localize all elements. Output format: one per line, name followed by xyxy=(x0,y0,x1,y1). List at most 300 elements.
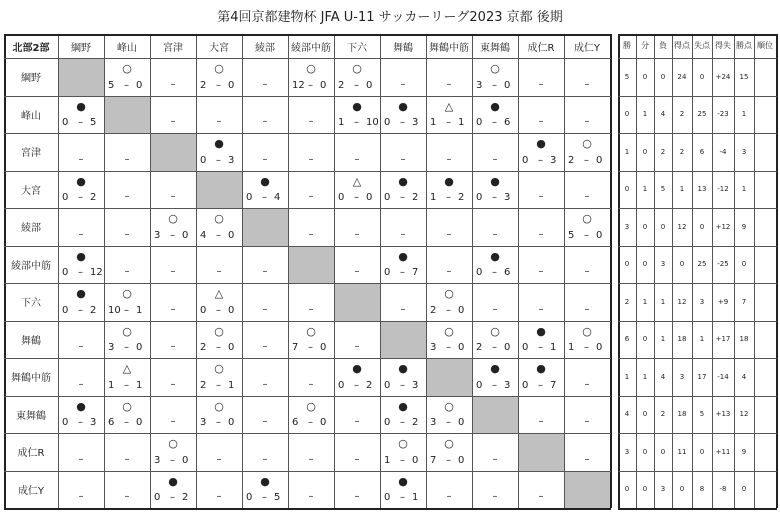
stat-value: 2 xyxy=(679,147,685,156)
score-sep: – xyxy=(170,454,175,466)
score-right: 1 xyxy=(412,492,419,504)
match-empty: – xyxy=(216,453,222,465)
match-empty: – xyxy=(584,453,590,465)
result-mark: ○ xyxy=(352,62,362,75)
match-empty: – xyxy=(492,153,498,165)
match-empty: – xyxy=(216,266,222,278)
match-empty: – xyxy=(538,266,544,278)
grid-line xyxy=(618,96,777,97)
stat-value: -8 xyxy=(719,485,727,494)
result-mark: ● xyxy=(398,474,408,488)
score-left: 0 xyxy=(476,379,483,391)
grid-line xyxy=(618,58,777,59)
stat-value: 0 xyxy=(642,410,648,419)
stat-value: 0 xyxy=(624,485,630,494)
score-sep: – xyxy=(492,379,497,391)
result-mark: ● xyxy=(76,399,86,413)
stat-value: 4 xyxy=(660,110,666,119)
stat-value: 0 xyxy=(642,485,648,494)
match-empty: – xyxy=(538,228,544,240)
stat-value: 0 xyxy=(660,72,666,81)
result-mark: ○ xyxy=(122,399,132,413)
match-empty: – xyxy=(262,416,268,428)
row-header-team: 大宮 xyxy=(21,185,41,197)
score-right: 0 xyxy=(504,79,511,91)
score-sep: – xyxy=(124,417,129,429)
result-mark: ● xyxy=(398,249,408,263)
result-mark: ● xyxy=(536,324,546,338)
match-empty: – xyxy=(538,116,544,128)
stat-value: +11 xyxy=(715,447,731,456)
result-mark: ● xyxy=(536,137,546,150)
score-sep: – xyxy=(308,417,313,429)
score-left: 1 xyxy=(108,379,115,391)
stat-value: -12 xyxy=(717,185,729,194)
score-left: 0 xyxy=(62,417,69,429)
stat-value: 0 xyxy=(679,485,685,494)
score-left: 4 xyxy=(200,229,207,241)
score-left: 0 xyxy=(62,304,69,316)
score-right: 6 xyxy=(504,117,511,129)
stat-value: 1 xyxy=(642,185,648,194)
stat-header: 得失 xyxy=(715,41,731,50)
match-empty: – xyxy=(354,416,360,428)
diagonal-cell xyxy=(105,97,150,134)
score-left: 1 xyxy=(430,192,437,204)
match-empty: – xyxy=(538,491,544,503)
result-mark: ● xyxy=(490,362,500,375)
score-left: 2 xyxy=(568,154,575,166)
score-left: 12 xyxy=(292,79,305,91)
score-left: 0 xyxy=(200,304,207,316)
diagonal-cell xyxy=(335,284,380,321)
match-empty: – xyxy=(170,303,176,315)
row-header-team: 綾部 xyxy=(21,223,41,235)
stat-value: 13 xyxy=(697,185,707,194)
grid-line xyxy=(4,283,611,284)
score-sep: – xyxy=(354,117,359,129)
stat-value: 2 xyxy=(679,110,685,119)
score-sep: – xyxy=(446,454,451,466)
score-left: 1 xyxy=(568,342,575,354)
match-empty: – xyxy=(78,378,84,390)
result-mark: ○ xyxy=(122,62,132,75)
score-left: 2 xyxy=(476,342,483,354)
grid-line xyxy=(426,34,427,508)
score-sep: – xyxy=(216,79,221,91)
match-empty: – xyxy=(170,341,176,353)
stat-value: 7 xyxy=(741,297,747,306)
score-sep: – xyxy=(354,192,359,204)
score-left: 3 xyxy=(476,79,483,91)
match-empty: – xyxy=(400,228,406,240)
stat-value: 6 xyxy=(624,335,630,344)
stat-value: 1 xyxy=(660,335,666,344)
match-empty: – xyxy=(354,341,360,353)
stat-value: 1 xyxy=(679,185,685,194)
corner-label: 北部2部 xyxy=(12,42,50,54)
stat-value: 3 xyxy=(699,297,705,306)
diagonal-cell xyxy=(427,359,472,396)
score-sep: – xyxy=(124,304,129,316)
match-empty: – xyxy=(170,116,176,128)
score-left: 0 xyxy=(522,379,529,391)
score-right: 2 xyxy=(366,379,373,391)
match-empty: – xyxy=(124,228,130,240)
result-mark: ○ xyxy=(444,324,454,338)
grid-line xyxy=(618,171,777,172)
score-right: 0 xyxy=(320,342,327,354)
match-empty: – xyxy=(446,153,452,165)
score-left: 7 xyxy=(430,454,437,466)
grid-line xyxy=(4,358,611,359)
score-sep: – xyxy=(492,192,497,204)
score-sep: – xyxy=(400,417,405,429)
diagonal-cell xyxy=(197,172,242,209)
page-title: 第4回京都建物杯 JFA U-11 サッカーリーグ2023 京都 後期 xyxy=(217,10,563,25)
stat-value: +24 xyxy=(715,72,731,81)
match-empty: – xyxy=(400,303,406,315)
score-right: 3 xyxy=(550,154,557,166)
score-right: 0 xyxy=(366,192,373,204)
score-right: 0 xyxy=(596,342,603,354)
diagonal-cell xyxy=(381,322,426,359)
match-empty: – xyxy=(262,303,268,315)
score-sep: – xyxy=(584,342,589,354)
score-right: 2 xyxy=(90,304,97,316)
row-header-team: 成仁Y xyxy=(17,485,45,497)
score-left: 0 xyxy=(522,342,529,354)
grid-line xyxy=(4,171,611,172)
score-right: 10 xyxy=(366,117,379,129)
score-left: 2 xyxy=(200,342,207,354)
stat-value: 1 xyxy=(741,110,747,119)
stat-value: 17 xyxy=(697,372,707,381)
stat-value: 6 xyxy=(699,147,705,156)
score-left: 6 xyxy=(292,417,299,429)
stat-value: 0 xyxy=(642,447,648,456)
match-empty: – xyxy=(262,378,268,390)
result-mark: ● xyxy=(168,474,178,488)
stat-value: 8 xyxy=(699,485,705,494)
result-mark: △ xyxy=(444,99,454,113)
score-sep: – xyxy=(492,342,497,354)
result-mark: ● xyxy=(76,174,86,188)
result-mark: ● xyxy=(398,362,408,375)
score-right: 3 xyxy=(412,379,419,391)
score-sep: – xyxy=(584,154,589,166)
column-header-team: 成仁Y xyxy=(573,42,601,54)
score-right: 0 xyxy=(320,417,327,429)
score-left: 0 xyxy=(246,492,253,504)
stat-value: 1 xyxy=(624,147,630,156)
match-empty: – xyxy=(308,378,314,390)
grid-line xyxy=(58,34,59,508)
stat-header: 順位 xyxy=(757,41,773,50)
match-empty: – xyxy=(354,453,360,465)
grid-line xyxy=(618,133,777,134)
score-right: 2 xyxy=(182,492,189,504)
column-header-team: 宮津 xyxy=(163,42,183,54)
score-left: 3 xyxy=(154,229,161,241)
score-sep: – xyxy=(492,117,497,129)
score-right: 0 xyxy=(136,417,143,429)
result-mark: ● xyxy=(214,137,224,150)
stat-value: 1 xyxy=(624,372,630,381)
grid-line xyxy=(618,358,777,359)
match-empty: – xyxy=(124,191,130,203)
score-left: 2 xyxy=(430,304,437,316)
grid-line xyxy=(610,34,612,508)
grid-line xyxy=(618,283,777,284)
match-empty: – xyxy=(170,378,176,390)
score-right: 0 xyxy=(320,79,327,91)
stat-value: 0 xyxy=(642,147,648,156)
row-header-team: 舞鶴中筋 xyxy=(11,373,51,385)
grid-line xyxy=(618,34,777,36)
score-right: 2 xyxy=(412,417,419,429)
score-sep: – xyxy=(446,117,451,129)
result-mark: ● xyxy=(398,174,408,188)
match-empty: – xyxy=(308,116,314,128)
stat-value: 11 xyxy=(677,447,687,456)
result-mark: ○ xyxy=(490,62,500,75)
result-mark: ● xyxy=(352,362,362,375)
stat-value: 2 xyxy=(660,410,666,419)
result-mark: ○ xyxy=(490,324,500,338)
stat-value: 25 xyxy=(697,110,707,119)
score-left: 0 xyxy=(338,379,345,391)
grid-line xyxy=(334,34,335,508)
score-left: 2 xyxy=(338,79,345,91)
result-mark: ● xyxy=(398,99,408,113)
row-header-team: 下六 xyxy=(21,298,41,310)
stat-value: 24 xyxy=(677,72,687,81)
grid-line xyxy=(618,208,777,209)
stat-value: 1 xyxy=(642,297,648,306)
result-mark: ○ xyxy=(214,212,224,225)
stat-value: 12 xyxy=(739,410,749,419)
match-empty: – xyxy=(78,341,84,353)
score-sep: – xyxy=(446,192,451,204)
stat-value: 0 xyxy=(624,185,630,194)
match-empty: – xyxy=(354,228,360,240)
result-mark: ● xyxy=(398,399,408,413)
stat-value: 4 xyxy=(741,372,747,381)
score-right: 0 xyxy=(458,342,465,354)
score-sep: – xyxy=(78,192,83,204)
stat-value: +13 xyxy=(715,410,731,419)
score-sep: – xyxy=(78,267,83,279)
match-empty: – xyxy=(78,491,84,503)
stat-value: 2 xyxy=(660,147,666,156)
score-sep: – xyxy=(78,417,83,429)
result-mark: ○ xyxy=(444,287,454,300)
score-right: 0 xyxy=(228,79,235,91)
result-mark: ○ xyxy=(306,324,316,338)
score-right: 2 xyxy=(412,192,419,204)
diagonal-cell xyxy=(151,134,196,171)
score-sep: – xyxy=(124,379,129,391)
stat-value: 1 xyxy=(699,335,705,344)
result-mark: ○ xyxy=(214,399,224,413)
stat-value: 3 xyxy=(660,260,666,269)
score-right: 2 xyxy=(90,192,97,204)
score-left: 0 xyxy=(62,192,69,204)
score-left: 0 xyxy=(476,192,483,204)
result-mark: ○ xyxy=(582,212,592,225)
result-mark: ○ xyxy=(214,324,224,338)
grid-line xyxy=(654,34,655,508)
grid-line xyxy=(288,34,289,508)
score-left: 7 xyxy=(292,342,299,354)
grid-line xyxy=(618,34,620,508)
stat-value: 2 xyxy=(624,297,630,306)
score-sep: – xyxy=(354,79,359,91)
grid-line xyxy=(4,321,611,322)
grid-line xyxy=(4,58,611,59)
score-left: 0 xyxy=(522,154,529,166)
score-right: 0 xyxy=(136,79,143,91)
grid-line xyxy=(242,34,243,508)
match-empty: – xyxy=(400,153,406,165)
stat-value: 0 xyxy=(699,72,705,81)
score-left: 5 xyxy=(568,229,575,241)
result-mark: ● xyxy=(76,287,86,300)
diagonal-cell xyxy=(519,434,564,471)
grid-line xyxy=(618,396,777,397)
score-right: 2 xyxy=(458,192,465,204)
score-sep: – xyxy=(262,192,267,204)
stat-value: 1 xyxy=(642,110,648,119)
score-sep: – xyxy=(492,267,497,279)
result-mark: ○ xyxy=(168,437,178,450)
match-empty: – xyxy=(584,266,590,278)
score-right: 0 xyxy=(412,454,419,466)
score-sep: – xyxy=(446,304,451,316)
league-table xyxy=(4,34,776,520)
stat-value: 0 xyxy=(741,485,747,494)
score-right: 1 xyxy=(550,342,557,354)
stat-value: 0 xyxy=(642,260,648,269)
result-mark: ○ xyxy=(444,437,454,450)
result-mark: ● xyxy=(260,174,270,188)
match-empty: – xyxy=(308,453,314,465)
score-sep: – xyxy=(124,79,129,91)
result-mark: ● xyxy=(76,249,86,263)
result-mark: ● xyxy=(490,249,500,263)
score-right: 0 xyxy=(596,229,603,241)
score-sep: – xyxy=(216,154,221,166)
match-empty: – xyxy=(216,491,222,503)
score-sep: – xyxy=(262,492,267,504)
score-left: 1 xyxy=(430,117,437,129)
result-mark: ○ xyxy=(122,287,132,300)
score-left: 3 xyxy=(154,454,161,466)
score-right: 6 xyxy=(504,267,511,279)
stat-value: +9 xyxy=(717,297,729,306)
grid-line xyxy=(776,34,778,508)
result-mark: ● xyxy=(260,474,270,488)
stat-value: 15 xyxy=(739,72,749,81)
grid-line xyxy=(4,471,611,472)
score-right: 4 xyxy=(274,192,281,204)
row-header-team: 舞鶴 xyxy=(21,335,41,347)
result-mark: ● xyxy=(490,174,500,188)
score-sep: – xyxy=(124,342,129,354)
match-empty: – xyxy=(262,453,268,465)
stat-value: 0 xyxy=(624,110,630,119)
score-right: 3 xyxy=(228,154,235,166)
score-right: 1 xyxy=(136,304,143,316)
score-right: 0 xyxy=(504,342,511,354)
score-left: 3 xyxy=(430,417,437,429)
stat-header: 分 xyxy=(641,41,649,50)
match-empty: – xyxy=(538,191,544,203)
stat-value: 18 xyxy=(677,410,687,419)
grid-line xyxy=(4,396,611,397)
score-sep: – xyxy=(308,79,313,91)
match-empty: – xyxy=(170,266,176,278)
stat-value: 1 xyxy=(642,372,648,381)
score-sep: – xyxy=(170,492,175,504)
column-header-team: 舞鶴中筋 xyxy=(429,42,469,54)
match-empty: – xyxy=(584,116,590,128)
stat-value: 3 xyxy=(624,447,630,456)
stat-value: 0 xyxy=(699,447,705,456)
score-sep: – xyxy=(354,379,359,391)
score-sep: – xyxy=(400,379,405,391)
stat-value: 4 xyxy=(660,372,666,381)
score-sep: – xyxy=(216,229,221,241)
score-right: 0 xyxy=(458,304,465,316)
stat-value: 0 xyxy=(741,260,747,269)
match-empty: – xyxy=(584,378,590,390)
stat-value: -25 xyxy=(717,260,729,269)
score-left: 1 xyxy=(338,117,345,129)
stat-value: 18 xyxy=(739,335,749,344)
grid-line xyxy=(518,34,519,508)
match-empty: – xyxy=(446,266,452,278)
column-header-team: 綾部 xyxy=(255,42,275,54)
stat-header: 得点 xyxy=(674,41,690,50)
result-mark: ● xyxy=(352,99,362,113)
stat-value: 0 xyxy=(642,222,648,231)
match-empty: – xyxy=(124,153,130,165)
column-header-team: 大宮 xyxy=(209,42,229,54)
match-empty: – xyxy=(354,266,360,278)
row-header-team: 宮津 xyxy=(21,148,41,160)
score-right: 12 xyxy=(90,267,103,279)
stat-value: 5 xyxy=(699,410,705,419)
match-empty: – xyxy=(446,228,452,240)
match-empty: – xyxy=(492,303,498,315)
score-left: 2 xyxy=(200,79,207,91)
score-right: 0 xyxy=(366,79,373,91)
stat-value: +12 xyxy=(715,222,731,231)
match-empty: – xyxy=(584,303,590,315)
match-empty: – xyxy=(262,116,268,128)
score-sep: – xyxy=(170,229,175,241)
score-left: 0 xyxy=(384,417,391,429)
stat-value: -4 xyxy=(719,147,727,156)
score-right: 0 xyxy=(228,304,235,316)
result-mark: ○ xyxy=(398,437,408,450)
grid-line xyxy=(618,321,777,322)
score-left: 0 xyxy=(154,492,161,504)
diagonal-cell xyxy=(243,209,288,246)
stat-value: +17 xyxy=(715,335,731,344)
